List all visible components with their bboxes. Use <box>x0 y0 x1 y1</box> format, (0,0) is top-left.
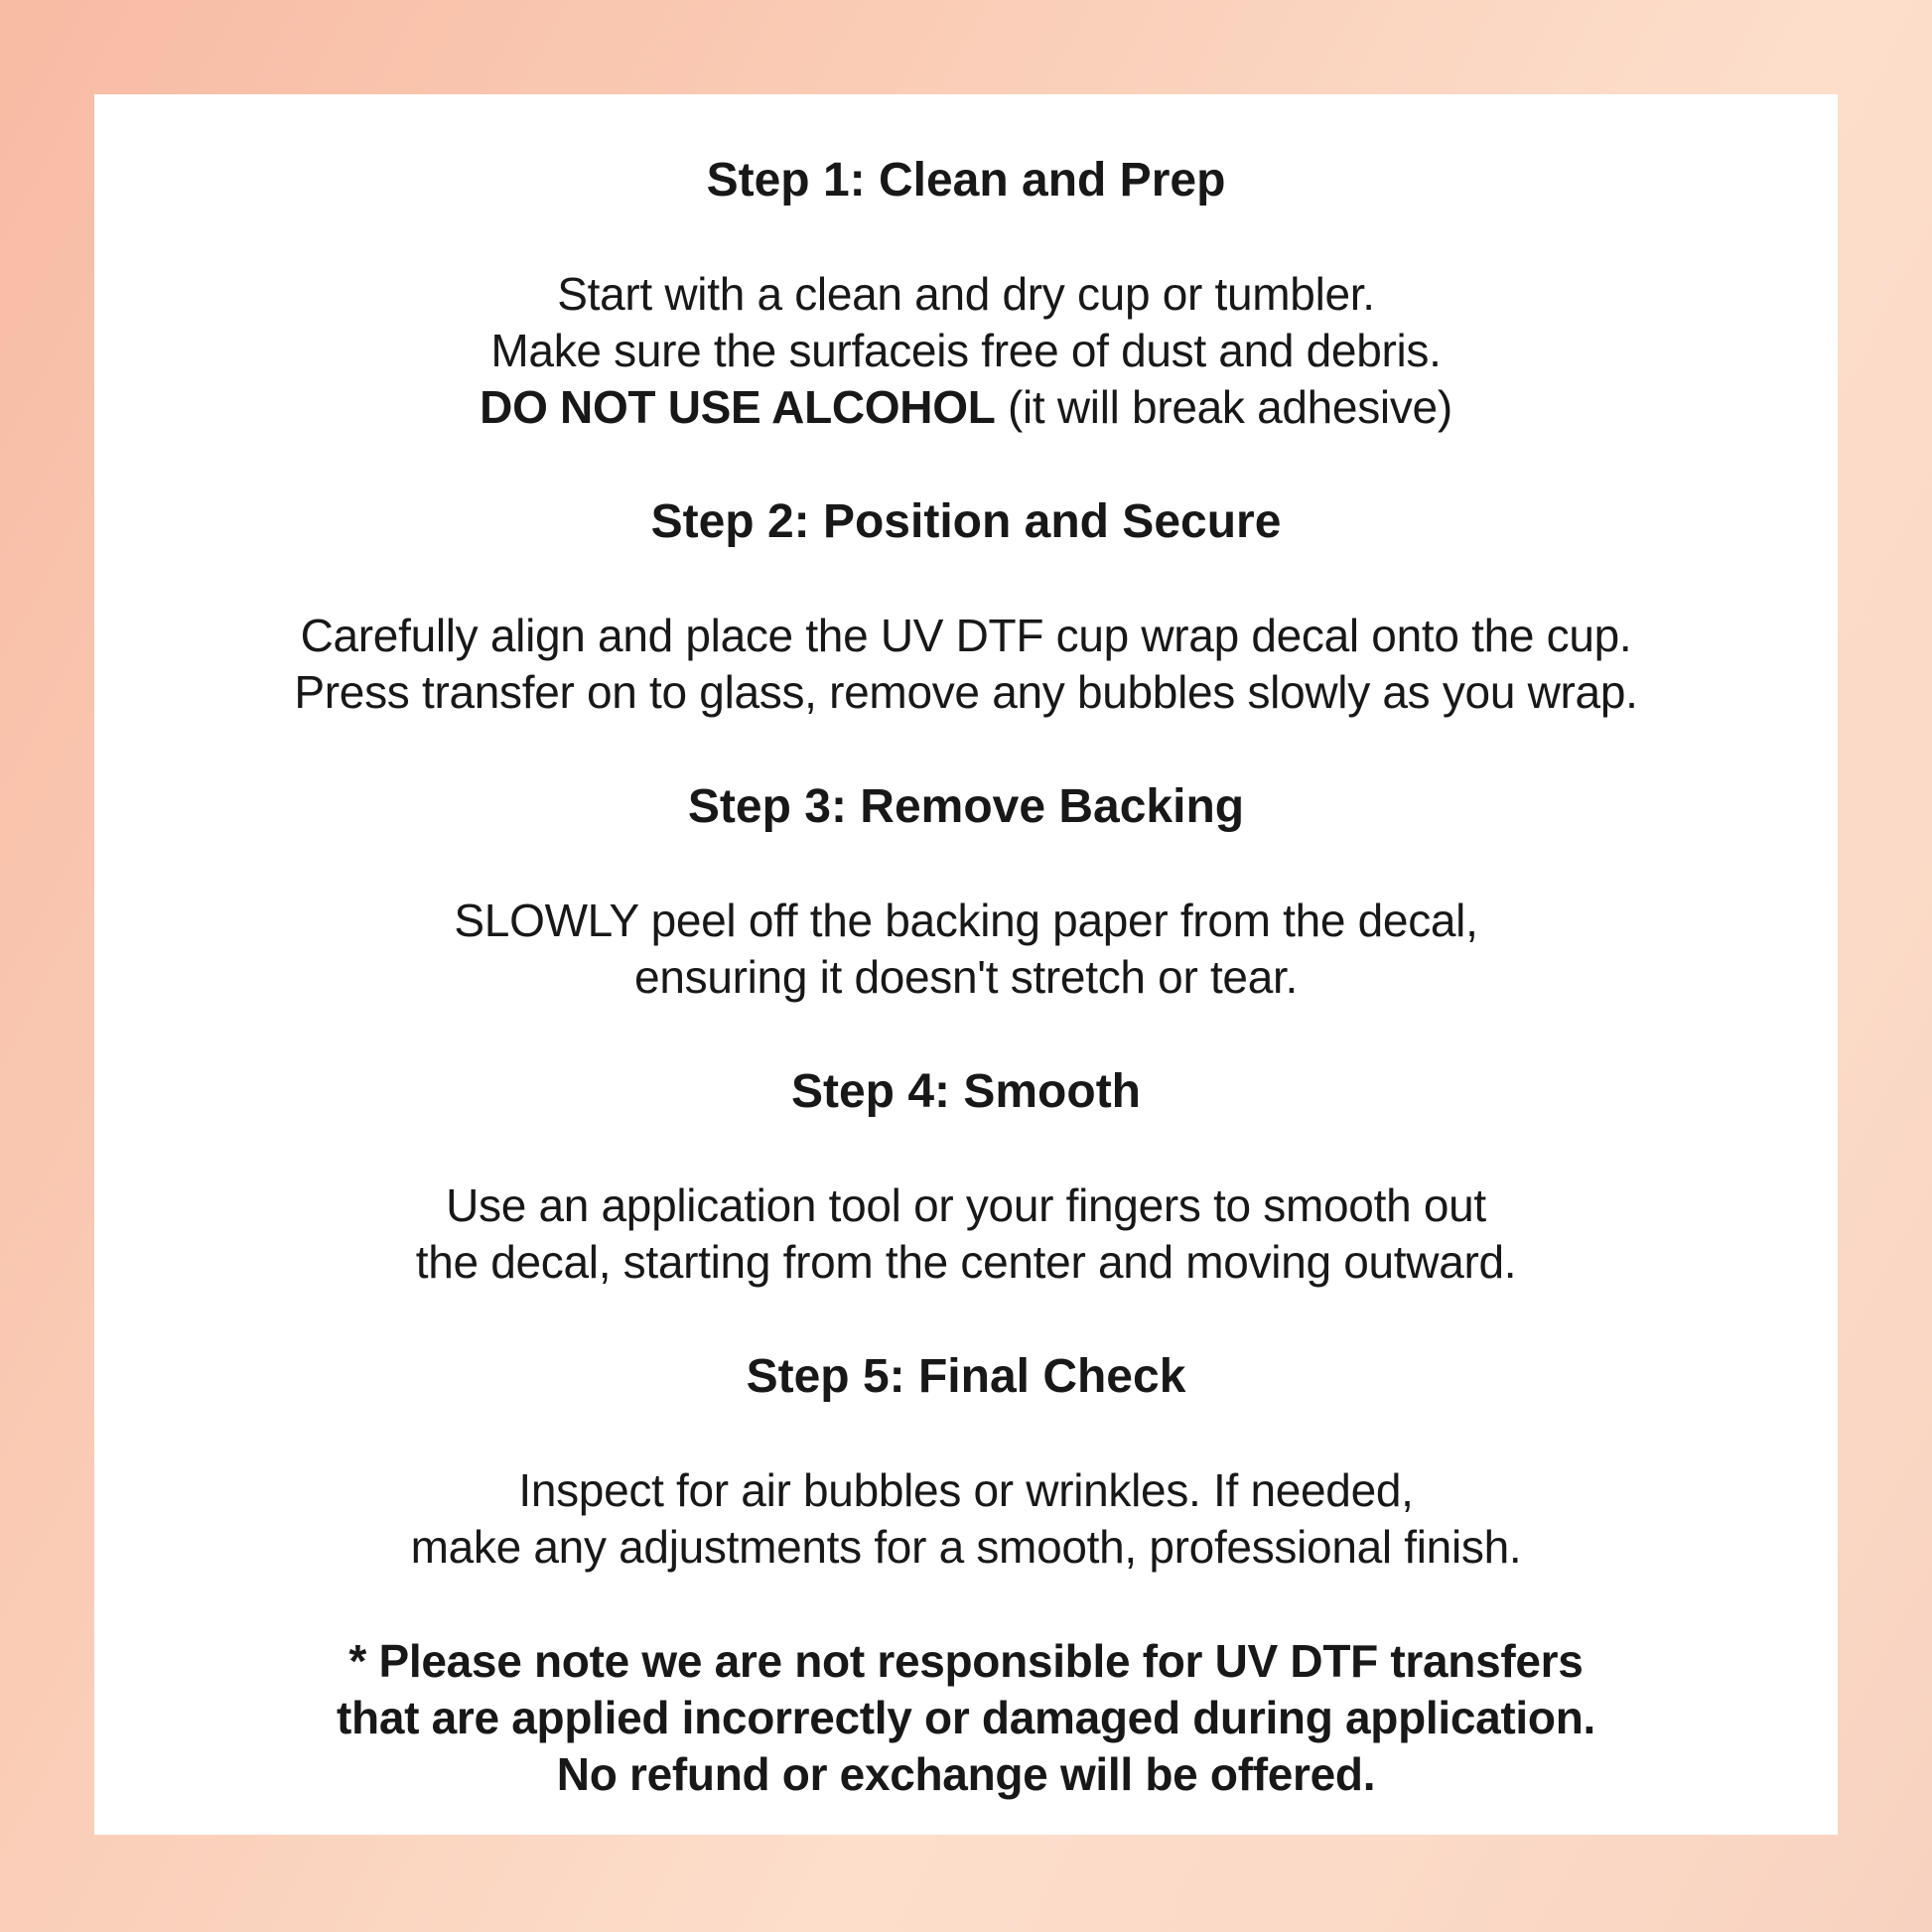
step-5-body <box>411 1462 1522 1576</box>
step-1-heading: Step 1: Clean and Prep <box>706 154 1226 207</box>
step-2-line-2: Press transfer on to glass, remove any bubbles slowly as you wrap. <box>294 666 1638 718</box>
disclaimer-line-1: * Please note we are not responsible for UV DTF transfers <box>348 1635 1584 1687</box>
step-4-body <box>416 1177 1517 1291</box>
step-1-body <box>480 266 1452 436</box>
disclaimer-line-3: No refund or exchange will be offered. <box>556 1748 1376 1800</box>
step-3-line-1: SLOWLY peel off the backing paper from the decal, <box>454 895 1478 946</box>
step-1-alcohol-note: (it will break adhesive) <box>995 381 1452 433</box>
step-3-heading: Step 3: Remove Backing <box>687 780 1245 833</box>
step-5-heading: Step 5: Final Check <box>746 1350 1186 1403</box>
step-5-line-2: make any adjustments for a smooth, professional finish. <box>410 1521 1522 1573</box>
step-4-line-2: the decal, starting from the center and moving outward. <box>415 1236 1517 1288</box>
responsibility-disclaimer <box>337 1633 1595 1803</box>
step-4-heading: Step 4: Smooth <box>790 1065 1141 1118</box>
step-2-heading: Step 2: Position and Secure <box>650 495 1282 548</box>
step-3-body <box>454 893 1477 1006</box>
step-4-line-1: Use an application tool or your fingers to smooth out <box>446 1179 1486 1231</box>
step-2-line-1: Carefully align and place the UV DTF cup wrap decal onto the cup. <box>300 610 1632 661</box>
step-2-body <box>294 608 1637 721</box>
step-5-line-1: Inspect for air bubbles or wrinkles. If needed, <box>518 1464 1414 1516</box>
step-3-line-2: ensuring it doesn't stretch or tear. <box>634 951 1298 1003</box>
instructions-card <box>94 94 1838 1835</box>
step-1-line-2: Make sure the surfaceis free of dust and debris. <box>490 325 1442 376</box>
step-1-line-1: Start with a clean and dry cup or tumbler. <box>557 268 1375 320</box>
step-1-line-3 <box>480 379 1452 436</box>
disclaimer-line-2: that are applied incorrectly or damaged during application. <box>337 1692 1595 1743</box>
step-1-alcohol-warning: DO NOT USE ALCOHOL <box>480 381 996 433</box>
